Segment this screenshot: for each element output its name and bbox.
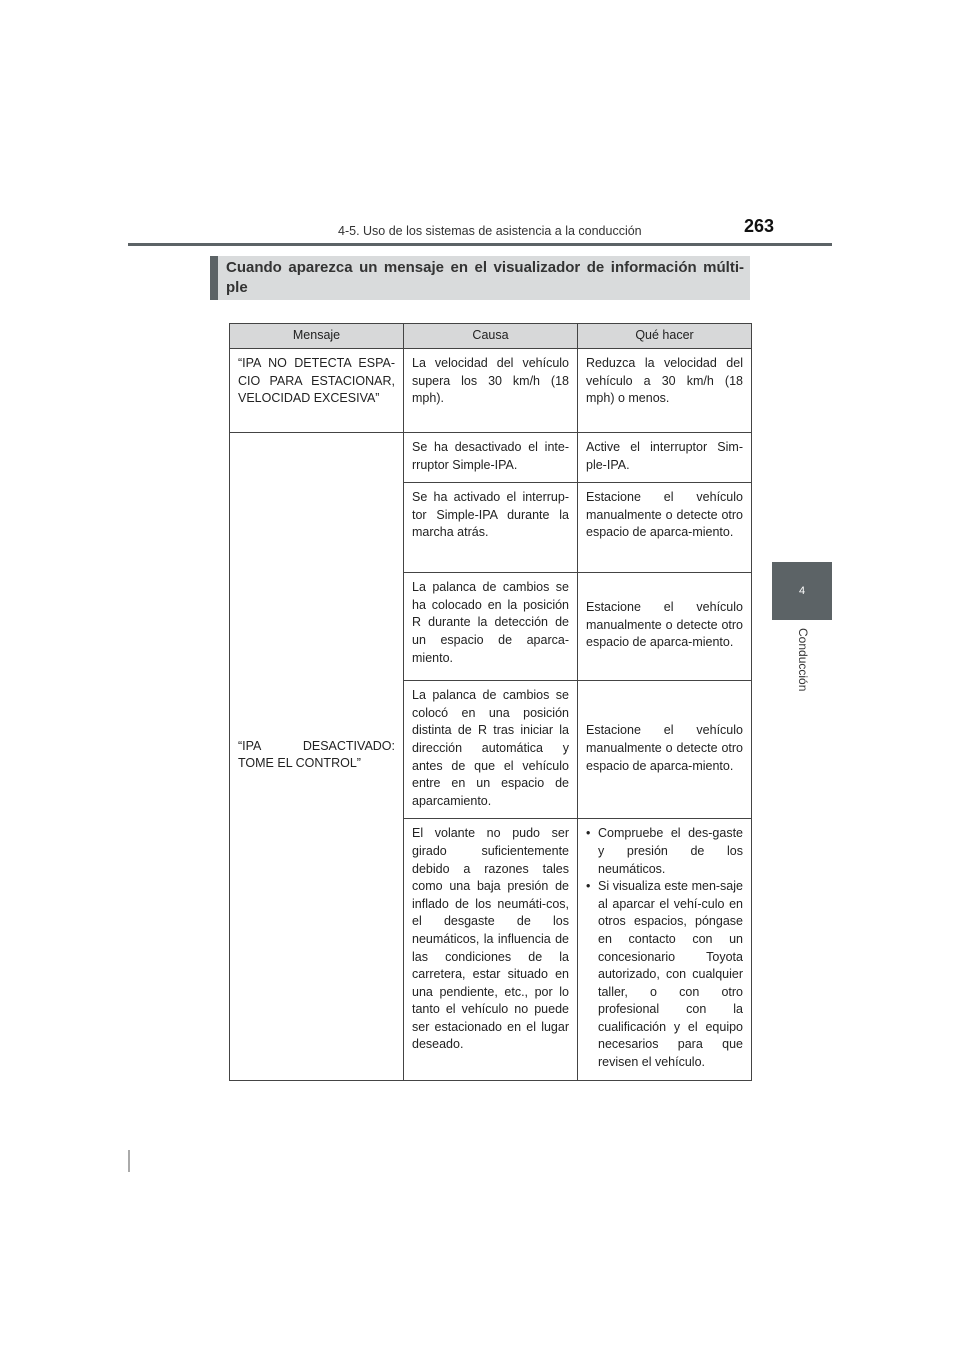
causa-cell: El volante no pudo ser girado suficientemente debido a razones tales como una baja presión de inflado de los neumáti-cos, el desgaste de los neumáticos, la influencia de las condiciones de la carretera, estar situado en una pendiente, etc., por lo tanto el vehículo no puede ser estacionado en el lugar deseado.	[404, 819, 578, 1080]
table-row	[230, 349, 752, 433]
accion-cell: Estacione el vehículo manualmente o detecte otro espacio de aparca-miento.	[578, 483, 752, 573]
causa-cell: La palanca de cambios se colocó en una posición distinta de R tras iniciar la dirección automática y antes de que el vehículo entre en un espacio de aparcamiento.	[404, 681, 578, 819]
header-rule	[128, 243, 832, 246]
list-item: • Si visualiza este men-saje al aparcar el vehí-culo en otros espacios, póngase en contacto con un concesionario Toyota autorizado, con cualquier taller, o con otro profesional con la cualificación y el equipo necesarios para que revisen el vehículo.	[586, 878, 743, 1072]
table-header-row	[230, 324, 752, 349]
header-mensaje: Mensaje	[230, 324, 404, 349]
mensaje-cell: “IPA NO DETECTA ESPA-CIO PARA ESTACIONAR, VELOCIDAD EXCESIVA”	[230, 349, 404, 433]
causa-cell: Se ha activado el interrup-tor Simple-IPA durante la marcha atrás.	[404, 483, 578, 573]
section-heading	[210, 256, 750, 300]
chapter-tab	[772, 562, 832, 620]
header-causa: Causa	[404, 324, 578, 349]
accion-cell: Reduzca la velocidad del vehículo a 30 km/h (18 mph) o menos.	[578, 349, 752, 433]
chapter-tab-number: 4	[798, 585, 806, 597]
accion-cell: Estacione el vehículo manualmente o detecte otro espacio de aparca-miento.	[578, 573, 752, 681]
causa-cell: La palanca de cambios se ha colocado en la posición R durante la detección de un espacio de aparca-miento.	[404, 573, 578, 681]
header-que-hacer: Qué hacer	[578, 324, 752, 349]
section-heading-bar	[210, 256, 218, 300]
accion-cell: Estacione el vehículo manualmente o detecte otro espacio de aparca-miento.	[578, 681, 752, 819]
mensaje-cell-ipa-desactivado: “IPA DESACTIVADO: TOME EL CONTROL”	[230, 433, 404, 1081]
message-table	[229, 323, 752, 1081]
list-item: • Compruebe el des-gaste y presión de los neumáticos.	[586, 825, 743, 878]
accion-cell: Active el interruptor Sim-ple-IPA.	[578, 433, 752, 483]
causa-cell: La velocidad del vehículo supera los 30 km/h (18 mph).	[404, 349, 578, 433]
accion-cell	[578, 819, 752, 1080]
causa-cell: Se ha desactivado el inte-rruptor Simple-IPA.	[404, 433, 578, 483]
margin-mark	[128, 1150, 130, 1172]
chapter-title: 4-5. Uso de los sistemas de asistencia a la conducción	[338, 224, 642, 238]
table-row	[230, 433, 752, 483]
page-number: 263	[743, 216, 774, 236]
accion-bullet-list	[586, 825, 743, 1071]
section-title: Cuando aparezca un mensaje en el visualizador de información múlti-ple	[226, 259, 744, 296]
chapter-tab-label: Conducción	[796, 628, 810, 692]
page-header	[128, 210, 832, 246]
